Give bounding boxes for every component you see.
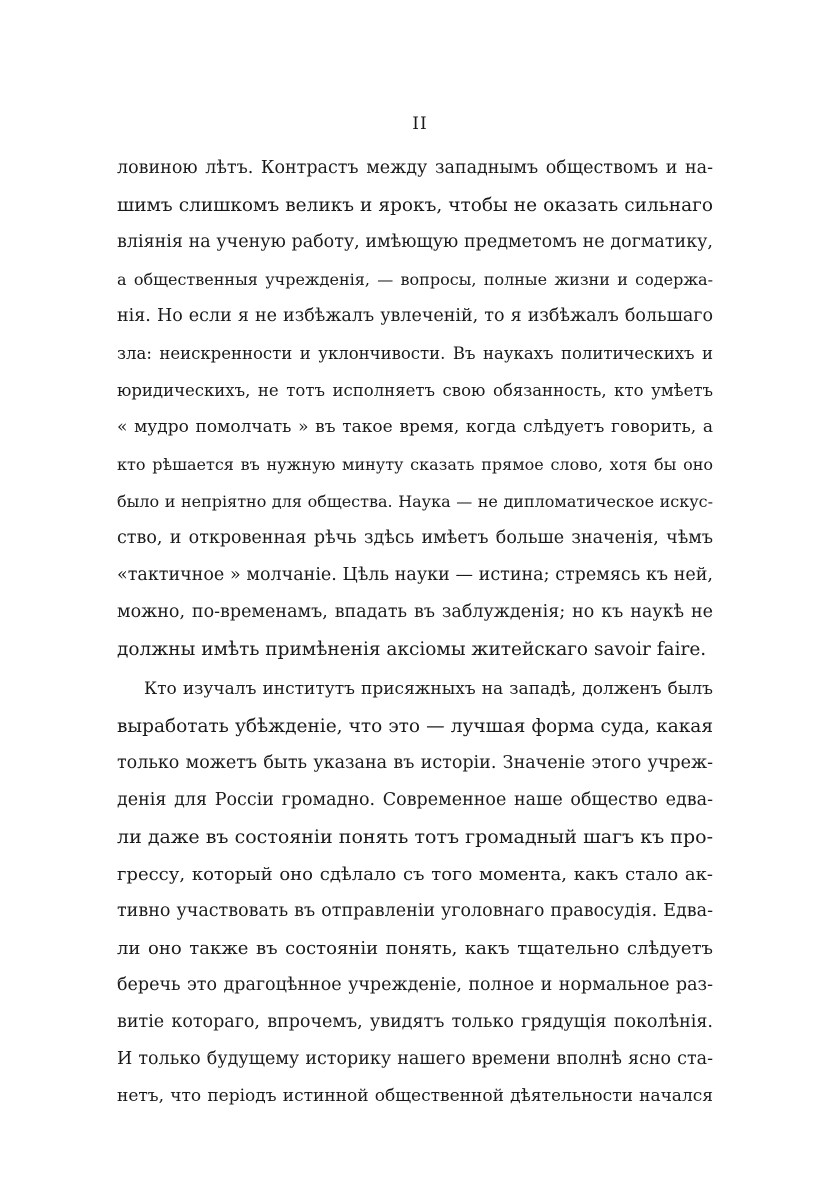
- text-line: нетъ, что періодъ истинной общественной дѣятельности начался: [117, 1086, 713, 1106]
- text-line: вліянія на ученую работу, имѣющую предметомъ не догматику,: [117, 232, 713, 252]
- text-line: шимъ слишкомъ великъ и ярокъ, чтобы не оказать сильнаго: [117, 195, 713, 216]
- text-line: кто рѣшается въ нужную минуту сказать прямое слово, хотя бы оно: [117, 455, 713, 474]
- text-line: Кто изучалъ институтъ присяжныхъ на западѣ, долженъ былъ: [144, 679, 713, 699]
- text-line: витіе котораго, впрочемъ, увидятъ только грядущія поколѣнія.: [117, 1012, 713, 1032]
- text-line: тивно участвовать въ отправленіи уголовнаго правосудія. Едва-: [117, 901, 713, 921]
- text-line: должны имѣть примѣненія аксіомы житейскаго savoir faire.: [117, 639, 707, 660]
- text-line: юридическихъ, не тотъ исполняетъ свою обязанность, кто умѣетъ: [117, 381, 713, 400]
- text-line: зла: неискренности и уклончивости. Въ наукахъ политическихъ и: [117, 344, 713, 363]
- paragraph-1: [117, 150, 713, 668]
- paragraph-2: [117, 671, 713, 1115]
- text-line: ство, и откровенная рѣчь здѣсь имѣетъ больше значенія, чѣмъ: [117, 528, 713, 548]
- text-line: ли оно также въ состояніи понять, какъ тщательно слѣдуетъ: [117, 938, 713, 959]
- text-line: нія. Но если я не избѣжалъ увлеченій, то я избѣжалъ большаго: [117, 306, 713, 326]
- text-line: денія для Россіи громадно. Современное наше общество едва-: [117, 790, 713, 810]
- text-line: только можетъ быть указана въ исторіи. Значеніе этого учреж-: [117, 753, 713, 773]
- text-line: выработать убѣжденіе, что это — лучшая форма суда, какая: [117, 716, 713, 737]
- text-line: «тактичное » молчаніе. Цѣль науки — истина; стремясь къ ней,: [117, 565, 713, 585]
- text-line: ли даже въ состояніи понять тотъ громадный шагъ къ про-: [117, 826, 713, 848]
- text-line: было и непріятно для общества. Наука — не дипломатическое искус-: [117, 492, 713, 511]
- text-line: ловиною лѣтъ. Контрастъ между западнымъ обществомъ и на-: [117, 158, 713, 178]
- text-line: « мудро помолчать » въ такое время, когда слѣдуетъ говорить, а: [117, 417, 713, 437]
- text-line: И только будущему историку нашего времени вполнѣ ясно ста-: [117, 1049, 713, 1069]
- page-number: II: [412, 114, 428, 134]
- text-line: беречь это драгоцѣнное учрежденіе, полное и нормальное раз-: [117, 975, 713, 995]
- text-line: а общественныя учрежденія, — вопросы, полные жизни и содержа-: [117, 270, 713, 289]
- text-line: грессу, который оно сдѣлало съ того момента, какъ стало ак-: [117, 864, 713, 885]
- body-text: [117, 150, 713, 1115]
- text-line: можно, по-временамъ, впадать въ заблужденія; но къ наукѣ не: [117, 602, 713, 622]
